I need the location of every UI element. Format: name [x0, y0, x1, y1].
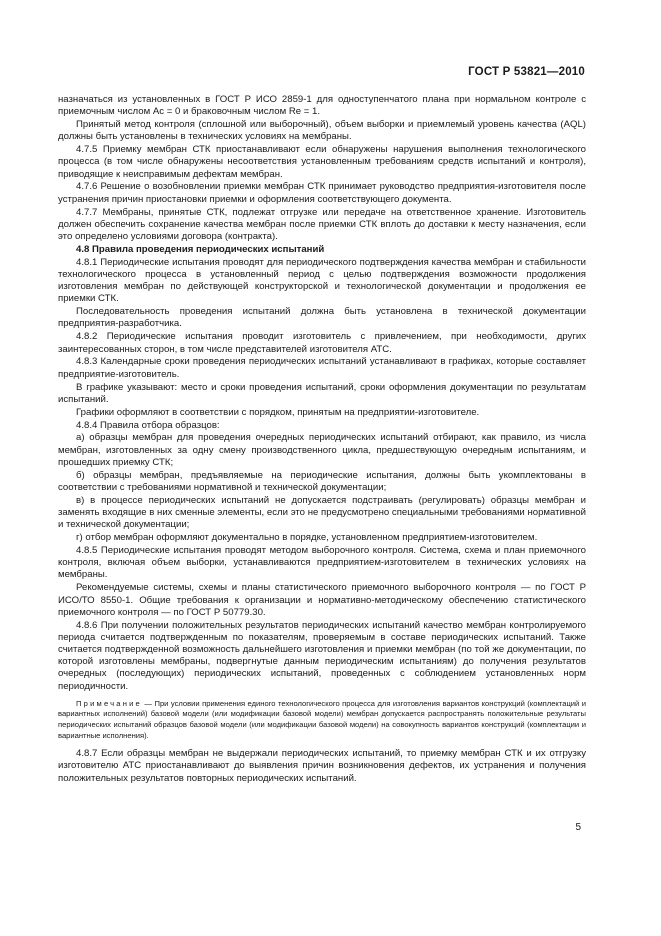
paragraph: 4.7.6 Решение о возобновлении приемки мембран СТК принимает руководство предприятия-изготовителя после устранения причин приостановки приемки и оформления соответствующего документа.	[58, 181, 586, 205]
paragraph: 4.8.2 Периодические испытания проводит изготовитель с привлечением, при необходимости, других заинтересованных сторон, в том числе представителей изготовителя АТС.	[58, 331, 586, 355]
document-body	[58, 94, 586, 785]
paragraph: 4.8.7 Если образцы мембран не выдержали периодических испытаний, то приемку мембран СТК и их отгрузку изготовителю АТС приостанавливают до выявления причин возникновения дефектов, их устранения и получения положительных результатов повторных периодических испытаний.	[58, 748, 586, 784]
note-label: Примечание	[76, 698, 142, 708]
paragraph: 4.7.5 Приемку мембран СТК приостанавливают если обнаружены нарушения выполнения технологического процесса (в том числе обнаружены несоответствия установленным требованиям средств испытаний и контроля), приводящие к неисправимым дефектам мембран.	[58, 144, 586, 180]
paragraph: назначаться из установленных в ГОСТ Р ИСО 2859-1 для одноступенчатого плана при нормальном контроле с приемочным числом Ac = 0 и браковочным числом Re = 1.	[58, 94, 586, 118]
paragraph: 4.8.3 Календарные сроки проведения периодических испытаний устанавливают в графиках, которые составляет предприятие-изготовитель.	[58, 356, 586, 380]
paragraph: Графики оформляют в соответствии с порядком, принятым на предприятии-изготовителе.	[76, 406, 480, 418]
paragraph: 4.8.5 Периодические испытания проводят методом выборочного контроля. Система, схема и план приемочного контроля, включая объем выборки, устанавливаются предприятием-изготовителем в технических условиях на мембраны.	[58, 545, 586, 581]
list-item: в) в процессе периодических испытаний не допускается подстраивать (регулировать) образцы мембран и заменять входящие в них сменные элементы, если это не предусмотрено специальными требованиями нормативной и технической документации;	[58, 494, 586, 531]
section-heading: 4.8 Правила проведения периодических испытаний	[76, 243, 325, 255]
list-item: б) образцы мембран, предъявляемые на периодические испытания, должны быть укомплектованы в соответствии с требованиями нормативной и технической документации;	[58, 469, 586, 493]
paragraph: 4.8.4 Правила отбора образцов:	[76, 419, 220, 431]
note	[58, 699, 586, 741]
paragraph: Принятый метод контроля (сплошной или выборочный), объем выборки и приемлемый уровень качества (AQL) должны быть установлены в технических условиях на мембраны.	[58, 119, 586, 143]
paragraph: В графике указывают: место и сроки проведения испытаний, сроки оформления документации по результатам испытаний.	[58, 381, 586, 405]
paragraph: 4.7.7 Мембраны, принятые СТК, подлежат отгрузке или передаче на ответственное хранение. Изготовитель должен обеспечить сохранение качества мембран после приемки СТК вплоть до доставки к месту назначения, если это определено условиями договора (контракта).	[58, 206, 586, 242]
standard-header: ГОСТ Р 53821—2010	[468, 66, 585, 78]
paragraph: 4.8.1 Периодические испытания проводят для периодического подтверждения качества мембран и стабильности технологического процесса в установленный период с целью подтверждения возможности продолжения изготовления мембран по действующей конструкторской и технологической документации и продолжения ее приемки СТК.	[58, 256, 586, 305]
paragraph: Последовательность проведения испытаний должна быть установлена в технической документации предприятия-разработчика.	[58, 306, 586, 330]
list-item: г) отбор мембран оформляют документально в порядке, установленном предприятием-изготовителем.	[76, 532, 538, 544]
paragraph: Рекомендуемые системы, схемы и планы статистического приемочного выборочного контроля — по ГОСТ Р ИСО/ТО 8550-1. Общие требования к организации и нормативно-методическому обеспечению статистического приемочного контроля — по ГОСТ Р 50779.30.	[58, 582, 586, 618]
note-text: — При условии применения единого технологического процесса для изготовления вариантов конструкций (комплектаций и вариантных исполнений) базовой модели (или модификации базовой модели) мембран допускается распространять положительные результаты периодических испытаний образцов базовой модели (или модификации базовой модели) на совокупность вариантов конструкций (комплектации и вариантные исполнения).	[58, 698, 586, 740]
list-item: а) образцы мембран для проведения очередных периодических испытаний отбирают, как правило, из числа мембран, изготовленных за одну смену производственного цикла, предшествующую очередным испытаниям, и прошедших приемку СТК;	[58, 432, 586, 468]
page-number: 5	[575, 822, 581, 833]
paragraph: 4.8.6 При получении положительных результатов периодических испытаний качество мембран контролируемого периода считается подтвержденным по показателям, проверяемым в составе периодических испытаний. Также считается подтвержденной возможность дальнейшего изготовления и приемки мембран (по той же документации, по которой изготовлены мембраны, подвергнутые данным периодическим испытаниям) до получения результатов очередных (последующих) периодических испытаний, проведенных с соблюдением установленных норм периодичности.	[58, 619, 586, 692]
